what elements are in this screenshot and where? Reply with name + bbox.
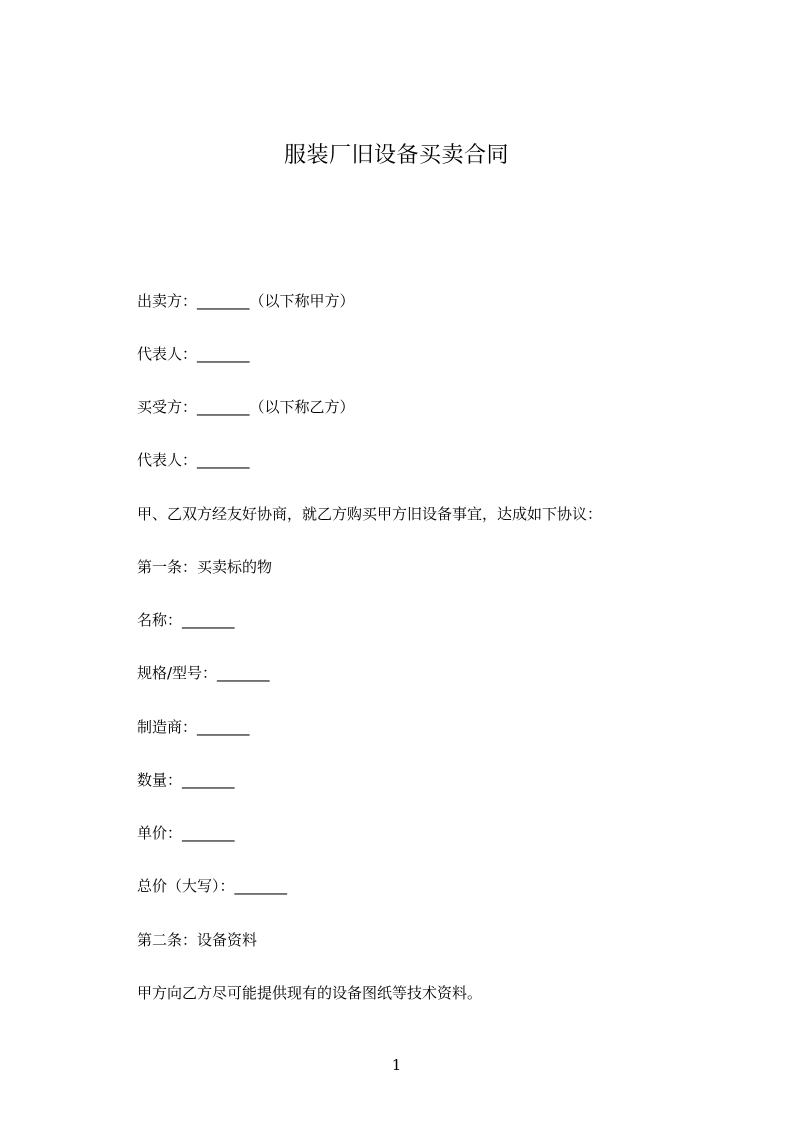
manufacturer-field-line: 制造商：_______: [137, 718, 250, 736]
document-title: 服装厂旧设备买卖合同: [283, 143, 509, 168]
total-price-field-line: 总价（大写）：_______: [137, 877, 288, 895]
unit-price-field-line: 单价：_______: [137, 824, 235, 842]
buyer-representative-line: 代表人：_______: [137, 451, 250, 469]
seller-line: 出卖方：_______（以下称甲方）: [137, 292, 355, 310]
article-2-heading: 第二条：设备资料: [137, 931, 258, 949]
buyer-line: 买受方：_______（以下称乙方）: [137, 398, 355, 416]
seller-representative-line: 代表人：_______: [137, 345, 250, 363]
page-number: 1: [391, 1056, 402, 1074]
article-2-text: 甲方向乙方尽可能提供现有的设备图纸等技术资料。: [137, 984, 483, 1002]
article-1-heading: 第一条：买卖标的物: [137, 558, 273, 576]
model-field-line: 规格/型号：_______: [137, 664, 270, 682]
name-field-line: 名称：_______: [137, 611, 235, 629]
quantity-field-line: 数量：_______: [137, 771, 235, 789]
agreement-intro: 甲、乙双方经友好协商，就乙方购买甲方旧设备事宜，达成如下协议：: [137, 505, 603, 523]
